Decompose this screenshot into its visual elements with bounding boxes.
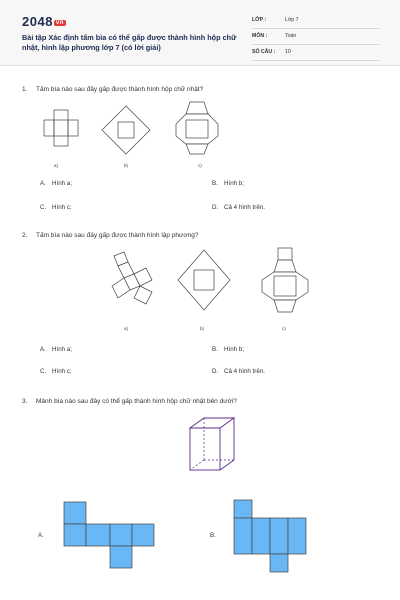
q1-option-a[interactable] [40,180,72,187]
option-letter: C. [40,204,47,211]
option-letter: C. [40,368,47,375]
q3-net-b[interactable] [232,498,312,576]
meta-label: LỚP : [252,17,267,23]
q2-option-b[interactable] [212,346,244,353]
figure-label: b) [124,163,129,168]
question-number: 1. [22,86,28,93]
option-letter: B. [212,346,218,353]
logo-text: 2048 [22,14,53,29]
option-letter: A. [40,346,46,353]
option-text: Hình b; [224,346,244,353]
q3-net-a[interactable] [62,500,158,572]
q2-figure-c [258,246,312,316]
option-letter: D. [212,368,219,375]
figure-label: c) [282,326,286,331]
meta-value: 10 [285,49,291,55]
question-3-text [22,398,237,405]
meta-value: Lớp 7 [285,17,299,23]
q2-option-d[interactable] [212,368,265,375]
question-1-text [22,86,203,93]
question-number: 2. [22,232,28,239]
q1-option-d[interactable] [212,204,265,211]
meta-class [252,14,380,29]
document-title: Bài tập Xác định tấm bìa có thể gấp được thành hình hộp chữ nhật, hình lập phương lớp 7 (có lời giải) [22,33,237,52]
option-text: Cả 4 hình trên. [224,368,265,375]
meta-question-count [252,46,380,61]
question-text: Mảnh bìa nào sau đây có thể gấp thành hình hộp chữ nhật bên dưới? [36,398,237,405]
option-text: Cả 4 hình trên. [224,204,265,211]
option-text: Hình c; [52,368,72,375]
document-meta [252,14,380,62]
q2-figure-a [104,252,160,312]
meta-label: SỐ CÂU : [252,49,276,55]
q2-option-a[interactable] [40,346,72,353]
question-text: Tấm bìa nào sau đây gấp được thành hình lập phương? [36,232,199,239]
q1-figure-c [172,100,222,156]
option-text: Hình c; [52,204,72,211]
option-letter: A. [38,532,44,539]
question-2-text [22,232,199,239]
q1-option-b[interactable] [212,180,244,187]
q3-option-b[interactable] [210,532,222,539]
figure-label: a) [124,326,129,331]
site-logo[interactable] [22,14,66,29]
question-text: Tấm bìa nào sau đây gấp được thành hình hộp chữ nhật? [36,86,204,93]
q3-option-a[interactable] [38,532,50,539]
figure-label: b) [200,326,205,331]
option-letter: A. [40,180,46,187]
q2-option-c[interactable] [40,368,72,375]
q1-option-c[interactable] [40,204,72,211]
meta-label: MÔN : [252,33,268,39]
document-header [0,0,400,66]
figure-label: a) [54,163,59,168]
option-letter: B. [210,532,216,539]
option-text: Hình b; [224,180,244,187]
figure-label: c) [198,163,202,168]
meta-value: Toán [285,33,297,39]
option-letter: D. [212,204,219,211]
meta-subject [252,30,380,45]
q1-figure-b [100,104,152,156]
option-text: Hình a; [52,180,72,187]
option-letter: B. [212,180,218,187]
logo-suffix: vn [55,19,64,26]
q2-figure-b [176,248,232,312]
option-text: Hình a; [52,346,72,353]
question-number: 3. [22,398,28,405]
q3-cuboid-figure [186,414,238,474]
q1-figure-a [40,108,82,150]
